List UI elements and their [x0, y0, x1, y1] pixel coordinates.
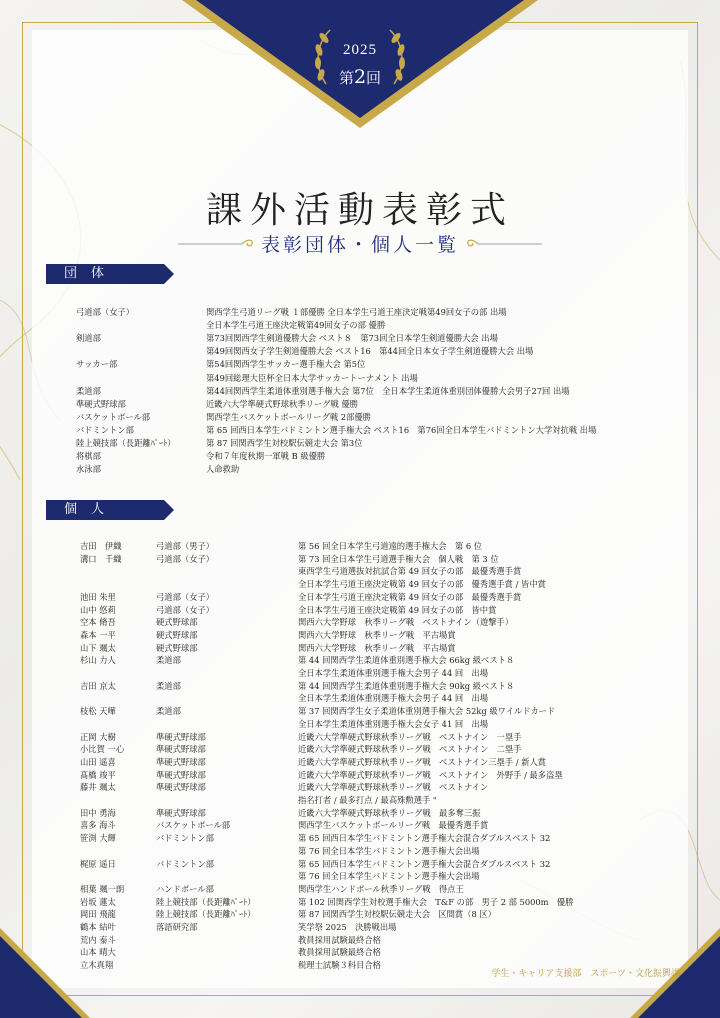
individual-club: 柔道部	[156, 706, 181, 716]
group-result: 人命救助	[206, 464, 240, 474]
group-result: 全日本学生弓道王座決定戦第49回女子の部 優勝	[206, 320, 386, 330]
group-club-name: サッカー部	[76, 359, 118, 369]
individual-name: 池田 朱里	[80, 592, 116, 602]
individual-result: 関西学生ハンドボール秋季リーグ戦 得点王	[298, 884, 464, 894]
event-year: 2025	[343, 42, 377, 58]
individual-result: 関西六大学野球 秋季リーグ戦 平古場賞	[298, 643, 456, 653]
group-result: 第 87 回関西学生対校駅伝競走大会 第3位	[206, 438, 363, 448]
individual-club: 陸上競技部（長距離ﾊﾟｰﾄ）	[156, 909, 256, 919]
individual-result: 第 56 回全日本学生弓道遠的選手権大会 第 6 位	[298, 541, 483, 551]
individual-club: ハンドボール部	[156, 884, 214, 894]
individual-name: 喜多 海斗	[80, 820, 116, 830]
individual-club: 準硬式野球部	[156, 744, 206, 754]
individual-club: 準硬式野球部	[156, 808, 206, 818]
individual-result: 近畿六大学準硬式野球秋季リーグ戦 ベストナイン 二塁手	[298, 744, 522, 754]
edition-prefix: 第	[338, 69, 354, 87]
individual-name: 藤井 颯太	[80, 782, 116, 792]
individual-result: 笑学祭 2025 決勝戦出場	[298, 922, 397, 932]
corner-ornament-right	[610, 908, 720, 1018]
individual-name: 山本 晴大	[80, 947, 116, 957]
group-club-name: バスケットボール部	[76, 412, 151, 422]
individual-club: バドミントン部	[156, 859, 214, 869]
individual-name: 岡田 飛龍	[80, 909, 116, 919]
individual-result: 全日本学生柔道体重別選手権大会男子 44 回 出場	[298, 693, 489, 703]
right-flourish-icon	[464, 238, 542, 250]
group-result: 関西学生弓道リーグ戦 １部優勝 全日本学生弓道王座決定戦第49回女子の部 出場	[206, 307, 507, 317]
group-club-name: バドミントン部	[76, 425, 134, 435]
individual-result: 関西学生バスケットボールリーグ戦 最優秀選手賞	[298, 820, 489, 830]
individual-result: 近畿六大学準硬式野球秋季リーグ戦 ベストナイン	[298, 782, 489, 792]
group-club-name: 剣道部	[76, 333, 101, 343]
edition-suffix: 回	[366, 69, 382, 87]
individual-name: 相葉 颯一朗	[80, 884, 125, 894]
individual-result: 税理士試験３科目合格	[298, 960, 381, 970]
group-club-name: 柔道部	[76, 386, 101, 396]
individual-result: 近畿六大学準硬式野球秋季リーグ戦 ベストナイン 一塁手	[298, 732, 522, 742]
individual-club: 弓道部（女子）	[156, 592, 215, 602]
individual-name: 山下 颯太	[80, 643, 116, 653]
individual-name: 荒内 泰斗	[80, 935, 116, 945]
individual-result: 第 73 回全日本学生弓道選手権大会 個人戦 第 3 位	[298, 554, 499, 564]
individual-name: 髙橋 竣平	[80, 770, 116, 780]
edition-number: 2	[353, 66, 367, 88]
individual-name: 杉山 力人	[80, 655, 116, 665]
individual-name: 梶原 遥日	[80, 859, 116, 869]
individual-result: 第 76 回全日本学生バドミントン選手権大会出場	[298, 846, 480, 856]
group-result: 関西学生バスケットボールリーグ戦 2部優勝	[206, 412, 371, 422]
individual-club: 準硬式野球部	[156, 782, 206, 792]
left-flourish-icon	[178, 238, 256, 250]
individual-result: 第 87 回関西学生対校駅伝競走大会 区間賞（8 区）	[298, 909, 496, 919]
individual-result: 指名打者 / 最多打点 / 最高殊勲選手 "	[298, 795, 437, 805]
group-result: 令和７年度秋期一軍戦 B 級優勝	[206, 451, 326, 461]
page-subtitle: 表彰団体・個人一覧	[260, 234, 459, 256]
individual-name: 山田 遥喜	[80, 757, 116, 767]
individual-result: 全日本学生柔道体重別選手権大会女子 41 回 出場	[298, 719, 489, 729]
individual-name: 鶴本 結叶	[80, 922, 116, 932]
page-title: 課外活動表彰式	[205, 190, 514, 231]
individual-name: 吉田 京太	[80, 681, 116, 691]
individual-club: 硬式野球部	[156, 617, 198, 627]
individual-result: 東西学生弓道選抜対抗試合第 49 回女子の部 最優秀選手賞	[298, 566, 522, 576]
individual-name: 溝口 千織	[80, 554, 122, 564]
individual-club: 準硬式野球部	[156, 732, 206, 742]
individual-result: 全日本学生弓道王座決定戦第 49 回女子の部 皆中賞	[298, 605, 497, 615]
group-result: 第 65 回西日本学生バドミントン選手権大会 ベスト16 第76回全日本学生バドミントン大学対抗戦 出場	[206, 425, 597, 435]
individual-result: 教員採用試験最終合格	[298, 935, 381, 945]
section-heading-groups: 団体	[46, 264, 164, 284]
individual-result: 第 65 回西日本学生バドミントン選手権大会混合ダブルスベスト 32	[298, 833, 551, 843]
footer-department: 学生・キャリア支援部 スポーツ・文化振興課	[491, 969, 680, 979]
group-result: 第44回関西学生柔道体重別選手権大会 第7位 全日本学生柔道体重別団体優勝大会男子27回 出場	[206, 386, 570, 396]
group-result: 第54回関西学生サッカー選手権大会 第5位	[206, 359, 366, 369]
individual-name: 森本 一平	[80, 630, 116, 640]
group-result: 近畿六大学準硬式野球秋季リーグ戦 優勝	[206, 399, 358, 409]
individual-name: 田中 勇海	[80, 808, 116, 818]
group-club-name: 水泳部	[76, 464, 101, 474]
individual-result: 全日本学生弓道王座決定戦第 49 回女子の部 優秀選手賞 / 皆中賞	[298, 579, 546, 589]
individual-club: 弓道部（男子）	[156, 541, 215, 551]
individual-name: 正岡 大樹	[80, 732, 116, 742]
group-result: 第49回総理大臣杯全日本大学サッカートーナメント 出場	[206, 373, 418, 383]
individual-result: 全日本学生弓道王座決定戦第 49 回女子の部 最優秀選手賞	[298, 592, 522, 602]
individual-result: 教員採用試験最終合格	[298, 947, 381, 957]
individual-result: 近畿六大学準硬式野球秋季リーグ戦 最多奪三振	[298, 808, 481, 818]
individual-result: 近畿六大学準硬式野球秋季リーグ戦 ベストナイン三塁手 / 新人賞	[298, 757, 547, 767]
individual-name: 笹渕 大輝	[80, 833, 116, 843]
individual-club: 柔道部	[156, 681, 181, 691]
individual-result: 関西六大学野球 秋季リーグ戦 平古場賞	[298, 630, 456, 640]
individual-name: 立木真翔	[80, 960, 114, 970]
group-club-name: 陸上競技部（長距離ﾊﾟｰﾄ）	[76, 438, 176, 448]
individual-name: 小比賀 一心	[80, 744, 125, 754]
individual-result: 関西六大学野球 秋季リーグ戦 ベストナイン（遊撃手）	[298, 617, 514, 627]
individual-club: 硬式野球部	[156, 643, 198, 653]
individual-name: 枝松 天嘩	[80, 706, 116, 716]
individual-club: バドミントン部	[156, 833, 214, 843]
individual-result: 第 76 回全日本学生バドミントン選手権大会出場	[298, 871, 480, 881]
individual-name: 山中 悠莉	[80, 605, 116, 615]
individual-result: 第 44 回関西学生柔道体重別選手権大会 90kg 級ベスト８	[298, 681, 515, 691]
group-result: 第49回関西女子学生剣道優勝大会 ベスト16 第44回全日本女子学生剣道優勝大会 出場	[206, 346, 534, 356]
group-club-name: 準硬式野球部	[76, 399, 126, 409]
group-result: 第73回関西学生剣道優勝大会 ベスト８ 第73回全日本学生剣道優勝大会 出場	[206, 333, 498, 343]
section-heading-individuals: 個人	[46, 500, 164, 520]
individual-name: 空本 脩吾	[80, 617, 116, 627]
individual-result: 第 44 回関西学生柔道体重別選手権大会 66kg 級ベスト８	[298, 655, 515, 665]
edition-label	[320, 66, 400, 88]
group-club-name: 将棋部	[76, 451, 101, 461]
individual-club: 柔道部	[156, 655, 181, 665]
group-club-name: 弓道部（女子）	[76, 307, 135, 317]
subtitle-row	[0, 230, 720, 257]
individual-club: 弓道部（女子）	[156, 605, 215, 615]
individual-club: 準硬式野球部	[156, 757, 206, 767]
individual-result: 第 102 回関西学生対校選手権大会 T&F の部 男子 2 部 5000m 優勝	[298, 897, 574, 907]
individual-result: 近畿六大学準硬式野球秋季リーグ戦 ベストナイン 外野手 / 最多盗塁	[298, 770, 563, 780]
individual-club: 弓道部（女子）	[156, 554, 215, 564]
individual-club: 硬式野球部	[156, 630, 198, 640]
individual-club: バスケットボール部	[156, 820, 231, 830]
individual-result: 第 37 回関西学生女子柔道体重別選手権大会 52kg 級ワイルドカード	[298, 706, 556, 716]
individual-name: 岩坂 蓮太	[80, 897, 116, 907]
individual-club: 陸上競技部（長距離ﾊﾟｰﾄ）	[156, 897, 256, 907]
individual-name: 吉田 伊織	[80, 541, 122, 551]
individual-club: 落語研究部	[156, 922, 198, 932]
individual-club: 準硬式野球部	[156, 770, 206, 780]
individual-result: 全日本学生柔道体重別選手権大会男子 44 回 出場	[298, 668, 489, 678]
individual-result: 第 65 回西日本学生バドミントン選手権大会混合ダブルスベスト 32	[298, 859, 551, 869]
